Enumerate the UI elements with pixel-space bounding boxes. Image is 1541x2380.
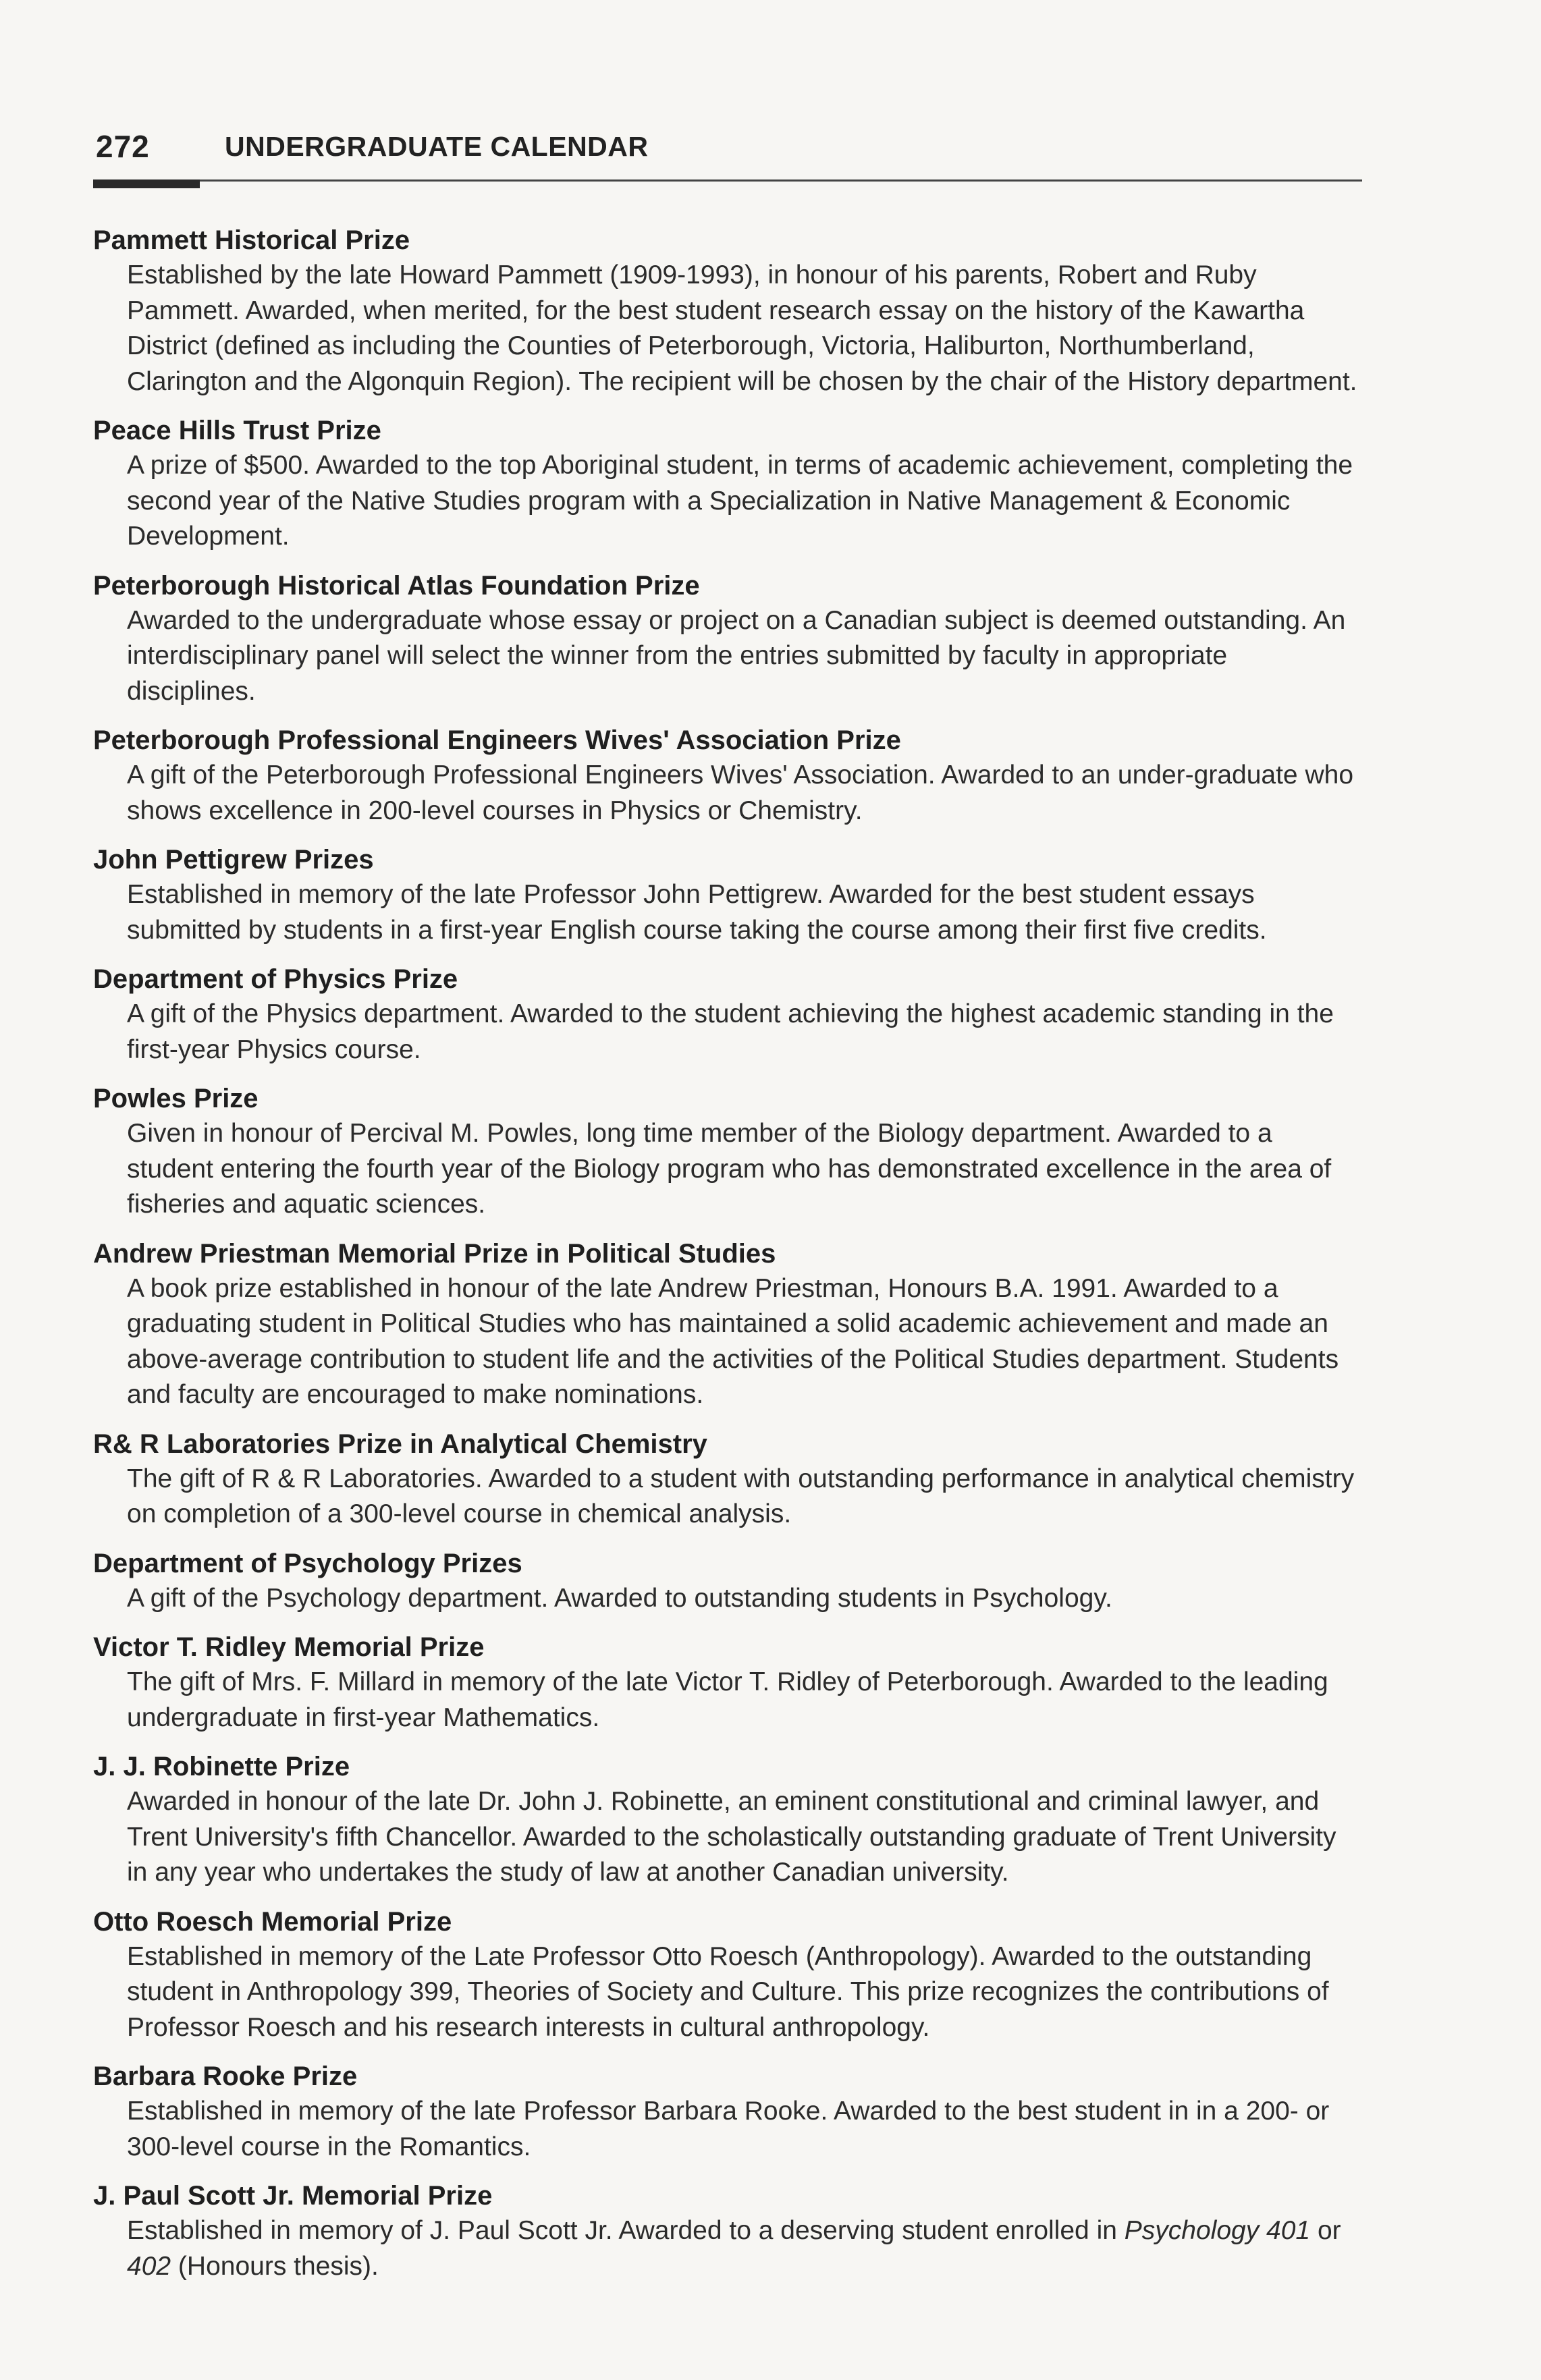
prize-entry	[93, 223, 1362, 399]
desc-course-italic: Psychology 401	[1124, 2216, 1311, 2245]
prize-entry	[93, 842, 1362, 948]
prize-description: A gift of the Physics department. Awarded to the student achieving the highest academic standing in the first-year Physics course.	[127, 999, 1334, 1064]
prize-description: A gift of the Peterborough Professional Engineers Wives' Association. Awarded to an under-graduate who shows excellence in 200-level courses in Physics or Chemistry.	[127, 760, 1354, 825]
prize-entry	[93, 962, 1362, 1068]
prize-title: Department of Physics Prize	[93, 964, 458, 994]
prize-title: John Pettigrew Prizes	[93, 845, 374, 875]
prize-entry	[93, 1630, 1362, 1736]
prize-title: Department of Psychology Prizes	[93, 1548, 522, 1578]
prize-title: Victor T. Ridley Memorial Prize	[93, 1632, 485, 1662]
prize-description: Established by the late Howard Pammett (1909-1993), in honour of his parents, Robert and Ruby Pammett. Awarded, when merited, for the best student research essay on the history of the Kawartha District (defined as including the Counties of Peterborough, Victoria, Haliburton, Northumberland, Clarington and the Algonquin Region). The recipient will be chosen by the chair of the History department.	[127, 260, 1357, 396]
prize-title: Pammett Historical Prize	[93, 225, 410, 255]
header-rule-accent	[93, 179, 200, 188]
prize-title: Barbara Rooke Prize	[93, 2061, 358, 2091]
prize-description: A prize of $500. Awarded to the top Aboriginal student, in terms of academic achievement, completing the second year of the Native Studies program with a Specialization in Native Management & Economic Development.	[127, 451, 1353, 551]
prize-description	[127, 2213, 1362, 2284]
prize-description: The gift of Mrs. F. Millard in memory of the late Victor T. Ridley of Peterborough. Awarded to the leading undergraduate in first-year Mathematics.	[127, 1667, 1328, 1732]
desc-course-italic: 402	[127, 2251, 171, 2281]
prize-title: Peace Hills Trust Prize	[93, 416, 381, 445]
prize-description: A book prize established in honour of the late Andrew Priestman, Honours B.A. 1991. Awarded to a graduating student in Political Studies who has maintained a solid academic achievement and made an above-average contribution to student life and the activities of the Political Studies department. Students and faculty are encouraged to make nominations.	[127, 1273, 1339, 1409]
prize-entry	[93, 568, 1362, 710]
prize-title: Andrew Priestman Memorial Prize in Political Studies	[93, 1238, 776, 1269]
prize-list	[93, 223, 1362, 2298]
prize-entry	[93, 1546, 1362, 1617]
prize-description: Established in memory of the late Professor Barbara Rooke. Awarded to the best student in in a 200- or 300-level course in the Romantics.	[127, 2097, 1330, 2161]
prize-entry	[93, 1904, 1362, 2046]
prize-title: R& R Laboratories Prize in Analytical Chemistry	[93, 1429, 707, 1459]
page-number: 272	[96, 129, 150, 164]
prize-title: Otto Roesch Memorial Prize	[93, 1906, 452, 1937]
prize-description: The gift of R & R Laboratories. Awarded to a student with outstanding performance in analytical chemistry on completion of a 300-level course in chemical analysis.	[127, 1464, 1355, 1528]
prize-entry	[93, 723, 1362, 829]
desc-text: (Honours thesis).	[171, 2251, 379, 2281]
prize-title: J. Paul Scott Jr. Memorial Prize	[93, 2181, 493, 2211]
prize-entry	[93, 1236, 1362, 1413]
prize-title: Peterborough Historical Atlas Foundation Prize	[93, 570, 700, 601]
prize-title: J. J. Robinette Prize	[93, 1752, 350, 1781]
prize-description: Awarded in honour of the late Dr. John J. Robinette, an eminent constitutional and criminal lawyer, and Trent University's fifth Chancellor. Awarded to the scholastically outstanding graduate of Trent University in any year who undertakes the study of law at another Canadian university.	[127, 1787, 1336, 1887]
prize-description: A gift of the Psychology department. Awarded to outstanding students in Psychology.	[127, 1583, 1112, 1613]
header-rule	[93, 179, 1362, 182]
prize-entry	[93, 1427, 1362, 1532]
prize-description: Given in honour of Percival M. Powles, long time member of the Biology department. Awarded to a student entering the fourth year of the Biology program who has demonstrated excellence in the area of fisheries and aquatic sciences.	[127, 1119, 1332, 1219]
prize-description: Awarded to the undergraduate whose essay or project on a Canadian subject is deemed outstanding. An interdisciplinary panel will select the winner from the entries submitted by faculty in appropriate disciplines.	[127, 605, 1346, 706]
prize-entry	[93, 2059, 1362, 2165]
prize-entry	[93, 1749, 1362, 1891]
prize-entry	[93, 413, 1362, 555]
prize-entry	[93, 1081, 1362, 1223]
desc-text: or	[1310, 2216, 1341, 2245]
running-head: UNDERGRADUATE CALENDAR	[225, 131, 649, 162]
prize-description: Established in memory of the late Professor John Pettigrew. Awarded for the best student essays submitted by students in a first-year English course taking the course among their first five credits.	[127, 880, 1267, 945]
prize-entry	[93, 2178, 1362, 2284]
desc-text: Established in memory of J. Paul Scott Jr. Awarded to a deserving student enrolled in	[127, 2216, 1125, 2245]
prize-title: Powles Prize	[93, 1084, 259, 1113]
prize-title: Peterborough Professional Engineers Wives' Association Prize	[93, 725, 901, 755]
page-header	[93, 128, 1362, 169]
prize-description: Established in memory of the Late Professor Otto Roesch (Anthropology). Awarded to the outstanding student in Anthropology 399, Theories of Society and Culture. This prize recognizes the contributions of Professor Roesch and his research interests in cultural anthropology.	[127, 1941, 1329, 2042]
